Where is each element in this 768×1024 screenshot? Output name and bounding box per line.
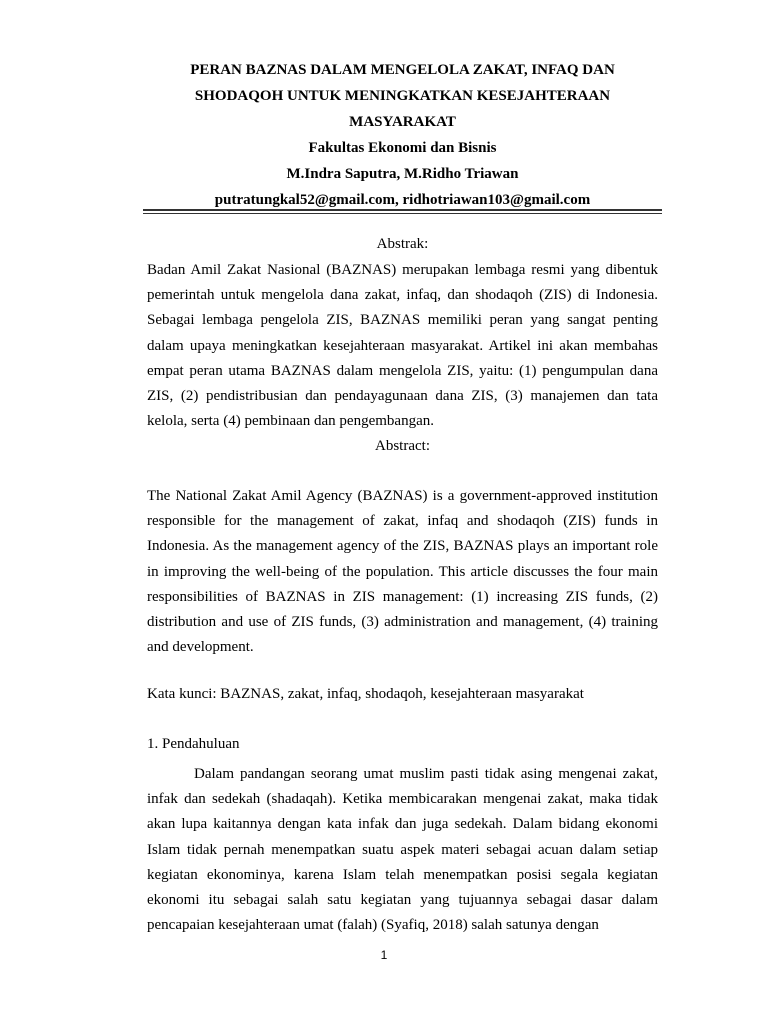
section-heading: 1. Pendahuluan [147, 736, 240, 752]
paper-title-block [147, 57, 658, 213]
title-line-2: SHODAQOH UNTUK MENINGKATKAN KESEJAHTERAAN [194, 88, 611, 104]
title-line-3: MASYARAKAT [349, 114, 456, 130]
header-divider-thick [143, 209, 662, 211]
title-line-1: PERAN BAZNAS DALAM MENGELOLA ZAKAT, INFAQ DAN [190, 62, 615, 78]
header-divider-thin [143, 213, 662, 214]
abstract-id-heading: Abstrak: [376, 236, 429, 252]
abstract-id-body: Badan Amil Zakat Nasional (BAZNAS) merupakan lembaga resmi yang dibentuk pemerintah untuk mengelola dana zakat, infaq, dan shodaqoh (ZIS) di Indonesia. Sebagai lembaga pengelola ZIS, BAZNAS memiliki peran yang sangat penting dalam upaya meningkatkan kesejahteraan masyarakat. Artikel ini akan membahas empat peran utama BAZNAS dalam mengelola ZIS, yaitu: (1) pengumpulan dana ZIS, (2) pendistribusian dan pendayagunaan dana ZIS, (3) manajemen dan tata kelola, serta (4) pembinaan dan pengembangan. [147, 262, 658, 430]
keywords: Kata kunci: BAZNAS, zakat, infaq, shodaqoh, kesejahteraan masyarakat [147, 686, 584, 702]
page-number: 1 [380, 948, 388, 962]
section-body: Dalam pandangan seorang umat muslim pasti tidak asing mengenai zakat, infak dan sedekah (shadaqah). Ketika membicarakan mengenai zakat, maka tidak akan lupa kaitannya dengan kata infak dan juga sedekah. Dalam bidang ekonomi Islam tidak pernah menempatkan suatu aspek materi sebagai acuan dalam setiap kegiatan ekonominya, karena Islam telah menempatkan posisi segala kegiatan ekonomi itu sebagai salah satu kegiatan yang tujuannya sebagai dasar dalam pencapaian kesejahteraan umat (falah) (Syafiq, 2018) salah satunya dengan [147, 766, 658, 934]
faculty: Fakultas Ekonomi dan Bisnis [308, 140, 497, 156]
abstract-en-heading: Abstract: [375, 438, 430, 454]
abstract-en-body: The National Zakat Amil Agency (BAZNAS) is a government-approved institution responsible for the management of zakat, infaq and shodaqoh (ZIS) funds in Indonesia. As the management agency of the ZIS, BAZNAS plays an important role in improving the well-being of the population. This article discusses the four main responsibilities of BAZNAS in ZIS management: (1) increasing ZIS funds, (2) distribution and use of ZIS funds, (3) administration and management, (4) training and development. [147, 488, 658, 656]
author-emails: putratungkal52@gmail.com, ridhotriawan103@gmail.com [214, 192, 591, 208]
authors: M.Indra Saputra, M.Ridho Triawan [286, 166, 519, 182]
